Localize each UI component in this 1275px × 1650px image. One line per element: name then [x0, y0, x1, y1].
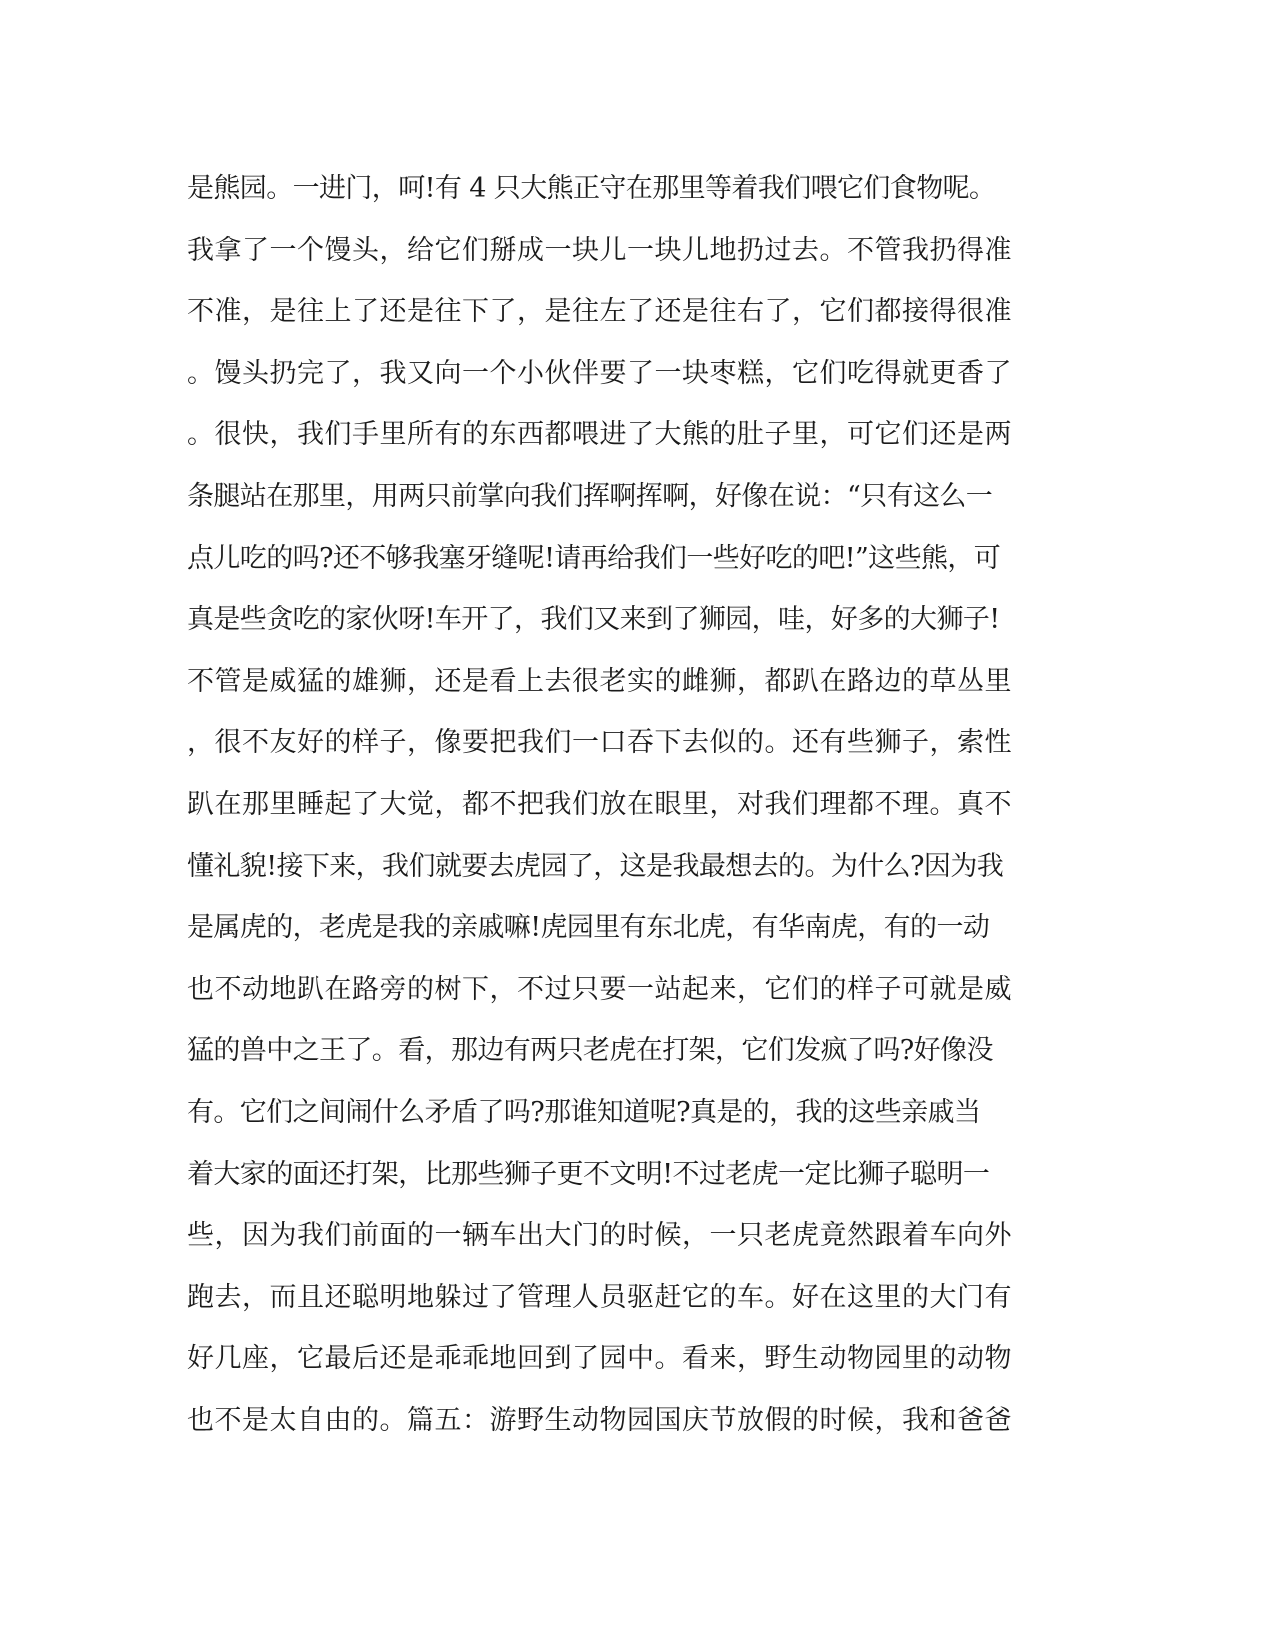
text-line: 猛的兽中之王了。看，那边有两只老虎在打架，它们发疯了吗?好像没 — [187, 1035, 993, 1067]
text-line: 好几座，它最后还是乖乖地回到了园中。看来，野生动物园里的动物 — [187, 1343, 1012, 1375]
text-line: 。很快，我们手里所有的东西都喂进了大熊的肚子里，可它们还是两 — [187, 419, 1012, 451]
text-line: 懂礼貌!接下来，我们就要去虎园了，这是我最想去的。为什么?因为我 — [187, 850, 1004, 882]
text-line: 趴在那里睡起了大觉，都不把我们放在眼里，对我们理都不理。真不 — [187, 788, 1012, 820]
text-line: 我拿了一个馒头，给它们掰成一块儿一块儿地扔过去。不管我扔得准 — [187, 234, 1012, 266]
text-line: 点儿吃的吗?还不够我塞牙缝呢!请再给我们一些好吃的吧!”这些熊，可 — [187, 542, 1001, 574]
text-line: 条腿站在那里，用两只前掌向我们挥啊挥啊，好像在说：“只有这么一 — [187, 480, 993, 512]
text-line: 也不动地趴在路旁的树下，不过只要一站起来，它们的样子可就是威 — [187, 973, 1012, 1005]
body-text — [187, 158, 1077, 1451]
text-line: 有。它们之间闹什么矛盾了吗?那谁知道呢?真是的，我的这些亲戚当 — [187, 1096, 981, 1128]
text-line: 。馒头扔完了，我又向一个小伙伴要了一块枣糕，它们吃得就更香了 — [187, 357, 1012, 389]
text-line: 是属虎的，老虎是我的亲戚嘛!虎园里有东北虎，有华南虎，有的一动 — [187, 912, 990, 944]
text-line: 也不是太自由的。篇五：游野生动物园国庆节放假的时候，我和爸爸 — [187, 1404, 1012, 1436]
text-line: 是熊园。一进门，呵!有 4 只大熊正守在那里等着我们喂它们食物呢。 — [187, 173, 996, 204]
text-line: 着大家的面还打架，比那些狮子更不文明!不过老虎一定比狮子聪明一 — [187, 1158, 990, 1190]
text-line: 不管是威猛的雄狮，还是看上去很老实的雌狮，都趴在路边的草丛里 — [187, 665, 1012, 697]
text-line: 些，因为我们前面的一辆车出大门的时候，一只老虎竟然跟着车向外 — [187, 1220, 1012, 1252]
text-line: 跑去，而且还聪明地躲过了管理人员驱赶它的车。好在这里的大门有 — [187, 1281, 1012, 1313]
text-line: ，很不友好的样子，像要把我们一口吞下去似的。还有些狮子，索性 — [187, 727, 1012, 759]
text-line: 不准，是往上了还是往下了，是往左了还是往右了，它们都接得很准 — [187, 296, 1012, 328]
text-line: 真是些贪吃的家伙呀!车开了，我们又来到了狮园，哇，好多的大狮子! — [187, 604, 1000, 636]
